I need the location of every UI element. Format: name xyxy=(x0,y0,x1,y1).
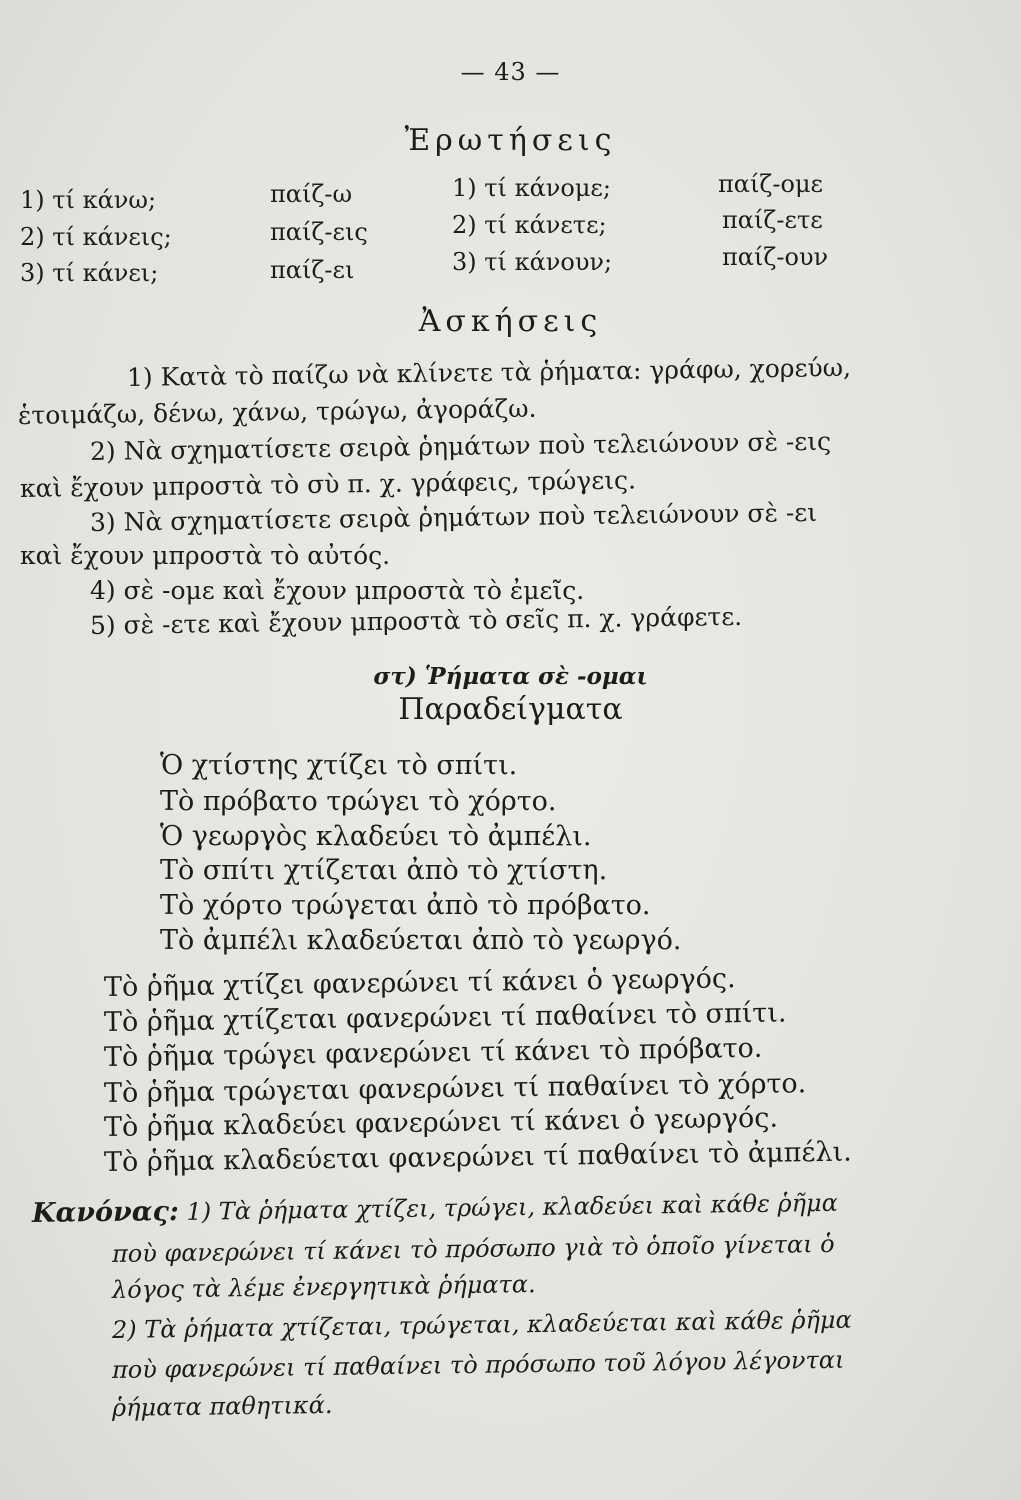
exercise-line-6: καὶ ἔχουν μπροστὰ τὸ αὐτός. xyxy=(20,541,391,570)
exercise-line-4: καὶ ἔχουν μπροστὰ τὸ σὺ π. χ. γράφεις, τρώγεις. xyxy=(19,465,637,503)
question-plural-3: 3) τί κάνουν; xyxy=(452,248,613,276)
explanation-line-5: Τὸ ῥῆμα κλαδεύει φανερώνει τί κάνει ὁ γεωργός. xyxy=(103,1102,779,1143)
example-sentence-4: Τὸ σπίτι χτίζεται ἀπὸ τὸ χτίστη. xyxy=(160,855,608,886)
exercises-heading: Ἀσκήσεις xyxy=(418,304,603,339)
explanation-line-1: Τὸ ῥῆμα χτίζει φανερώνει τί κάνει ὁ γεωργός. xyxy=(103,963,736,1003)
question-singular-1: 1) τί κάνω; xyxy=(20,186,157,214)
example-sentence-3: Ὁ γεωργὸς κλαδεύει τὸ ἀμπέλι. xyxy=(160,821,592,852)
explanation-line-4: Τὸ ῥῆμα τρώγεται φανερώνει τί παθαίνει τὸ χόρτο. xyxy=(103,1068,807,1109)
rule-label: Κανόνας: xyxy=(31,1195,180,1229)
question-singular-3: 3) τί κάνει; xyxy=(20,259,159,287)
rule-line-5: ποὺ φανερώνει τί παθαίνει τὸ πρόσωπο τοῦ λόγου λέγονται xyxy=(111,1345,845,1384)
exercise-line-3: 2) Νὰ σχηματίσετε σειρὰ ῥημάτων ποὺ τελειώνουν σὲ -εις xyxy=(89,426,832,466)
question-singular-2: 2) τί κάνεις; xyxy=(20,223,172,251)
answer-singular-3: παίζ-ει xyxy=(270,256,355,284)
rule-line-2: ποὺ φανερώνει τί κάνει τὸ πρόσωπο γιὰ τὸ ὁποῖο γίνεται ὁ xyxy=(111,1229,835,1268)
example-sentence-2: Τὸ πρόβατο τρώγει τὸ χόρτο. xyxy=(160,786,557,817)
question-plural-2: 2) τί κάνετε; xyxy=(452,211,607,239)
rule-line-1: 1) Τὰ ῥήματα χτίζει, τρώγει, κλαδεύει καὶ κάθε ῥῆμα xyxy=(186,1188,838,1226)
question-plural-1: 1) τί κάνομε; xyxy=(452,174,611,202)
exercise-line-7: 4) σὲ -ομε καὶ ἔχουν μπροστὰ τὸ ἐμεῖς. xyxy=(90,576,585,605)
answer-plural-1: παίζ-ομε xyxy=(718,170,823,198)
exercise-line-1: 1) Κατὰ τὸ παίζω νὰ κλίνετε τὰ ῥήματα: γράφω, χορεύω, xyxy=(126,352,852,392)
rule-line-6: ῥήματα παθητικά. xyxy=(111,1390,333,1422)
example-sentence-1: Ὁ χτίστης χτίζει τὸ σπίτι. xyxy=(160,750,518,781)
examples-heading: Παραδείγματα xyxy=(398,692,623,727)
rule-line-3: λόγος τὰ λέμε ἐνεργητικὰ ῥήματα. xyxy=(111,1270,536,1304)
page-number: — 43 — xyxy=(460,58,561,86)
explanation-line-2: Τὸ ῥῆμα χτίζεται φανερώνει τί παθαίνει τὸ σπίτι. xyxy=(103,997,787,1038)
answer-plural-2: παίζ-ετε xyxy=(722,206,823,234)
answer-singular-1: παίζ-ω xyxy=(270,180,353,208)
example-sentence-6: Τὸ ἀμπέλι κλαδεύεται ἀπὸ τὸ γεωργό. xyxy=(160,925,682,956)
exercise-line-5: 3) Νὰ σχηματίσετε σειρὰ ῥημάτων ποὺ τελειώνουν σὲ -ει xyxy=(89,497,818,537)
exercise-line-2: ἑτοιμάζω, δένω, χάνω, τρώγω, ἀγοράζω. xyxy=(17,393,537,430)
exercise-line-8: 5) σὲ -ετε καὶ ἔχουν μπροστὰ τὸ σεῖς π. χ. γράφετε. xyxy=(89,601,743,640)
rule-first-line xyxy=(32,1187,838,1229)
rule-line-4: 2) Τὰ ῥήματα χτίζεται, τρώγεται, κλαδεύεται καὶ κάθε ῥῆμα xyxy=(111,1305,852,1344)
questions-heading: Ἐρωτήσεις xyxy=(404,123,617,158)
explanation-line-6: Τὸ ῥῆμα κλαδεύεται φανερώνει τί παθαίνει τὸ ἀμπέλι. xyxy=(103,1136,852,1178)
example-sentence-5: Τὸ χόρτο τρώγεται ἀπὸ τὸ πρόβατο. xyxy=(160,890,651,921)
answer-singular-2: παίζ-εις xyxy=(270,218,368,246)
subsection-title: στ) Ῥήματα σὲ -ομαι xyxy=(373,663,648,690)
answer-plural-3: παίζ-ουν xyxy=(722,243,829,271)
explanation-line-3: Τὸ ῥῆμα τρώγει φανερώνει τί κάνει τὸ πρόβατο. xyxy=(103,1032,763,1073)
